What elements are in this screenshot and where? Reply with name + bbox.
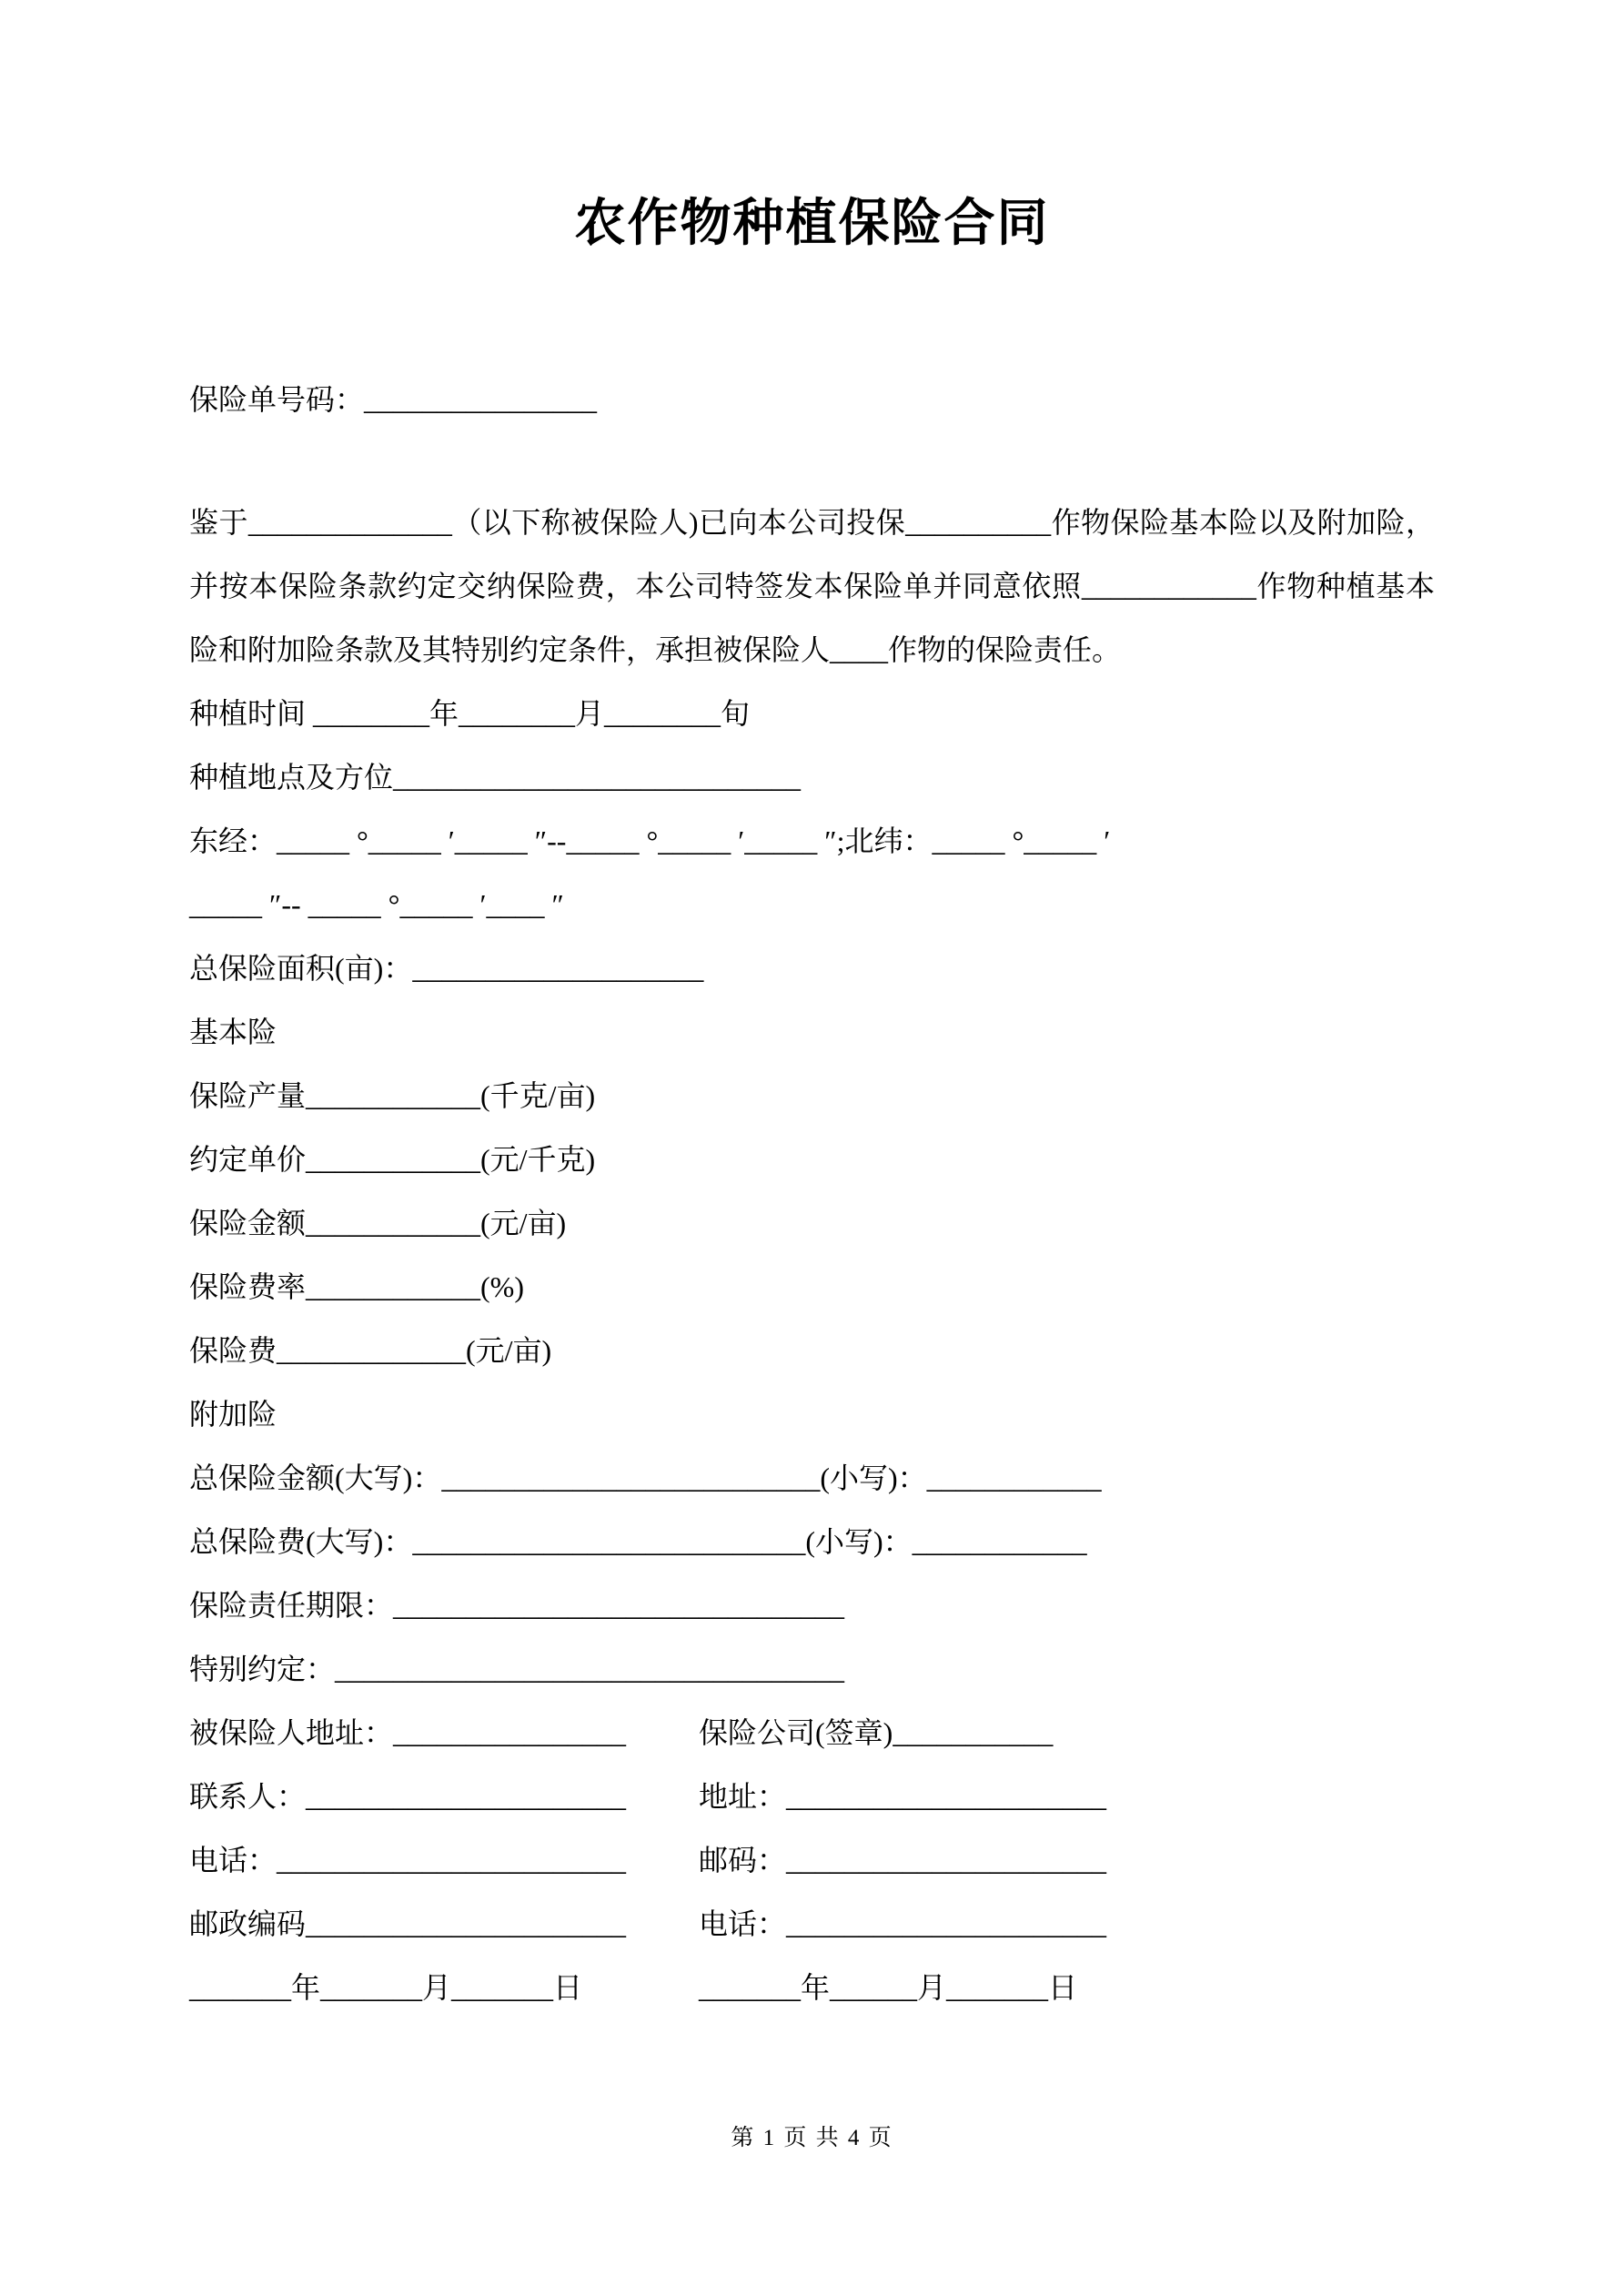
page-number-footer: 第 1 页 共 4 页: [731, 2126, 893, 2150]
insurer-date-field: _______年______月_______日: [699, 1971, 1078, 2004]
premium-rate-line: 保险费率____________(%): [189, 1270, 524, 1303]
contact-person-field: 联系人：______________________: [189, 1780, 627, 1813]
basic-coverage-heading: 基本险: [189, 1016, 277, 1048]
insurer-signature-field: 保险公司(签章)___________: [699, 1716, 1054, 1749]
coordinates-line-2: _____ ″-- _____ °_____ ′____ ″: [189, 888, 564, 921]
phone-postcode-row: [189, 1828, 1435, 1892]
liability-period-line: 保险责任期限：_______________________________: [189, 1589, 845, 1622]
insured-address-field: 被保险人地址：________________: [189, 1716, 627, 1749]
insured-phone-field: 电话：________________________: [189, 1844, 627, 1876]
insurer-address-field: 地址：______________________: [699, 1780, 1107, 1813]
total-premium-line: 总保险费(大写)：___________________________(小写)：____________: [189, 1525, 1087, 1558]
planting-time-line: 种植时间 ________年________月________旬: [189, 697, 751, 730]
intro-paragraph: 鉴于______________（以下称被保险人)已向本公司投保__________作物保险基本险以及附加险，并按本保险条款约定交纳保险费，本公司特签发本保险单并同意依照____________作物种植基本险和附加险条款及其特别约定条件，承担被保险人____作物的保险责任。: [189, 506, 1435, 666]
total-insured-amount-line: 总保险金额(大写)：__________________________(小写)：____________: [189, 1462, 1102, 1494]
insured-yield-line: 保险产量____________(千克/亩): [189, 1079, 596, 1112]
insured-amount-line: 保险金额____________(元/亩): [189, 1207, 567, 1239]
document-title: 农作物种植保险合同: [574, 196, 1050, 252]
premium-line: 保险费_____________(元/亩): [189, 1334, 552, 1367]
insured-date-field: _______年_______月_______日: [189, 1971, 583, 2004]
planting-location-line: 种植地点及方位____________________________: [189, 761, 802, 794]
postal-phone-row: [189, 1892, 1435, 1956]
contact-address-row: [189, 1765, 1435, 1828]
insurer-postcode-field: 邮码：______________________: [699, 1844, 1107, 1876]
policy-number-line: 保险单号码：________________: [189, 383, 598, 416]
insured-postal-code-field: 邮政编码______________________: [189, 1907, 627, 1940]
agreed-unit-price-line: 约定单价____________(元/千克): [189, 1143, 596, 1176]
additional-coverage-heading: 附加险: [189, 1398, 277, 1431]
special-agreement-line: 特别约定：___________________________________: [189, 1653, 845, 1685]
address-signature-row: [189, 1701, 1435, 1765]
total-insured-area-line: 总保险面积(亩)：____________________: [189, 952, 704, 985]
signature-date-row: [189, 1956, 1435, 2019]
insurer-phone-field: 电话：______________________: [699, 1907, 1107, 1940]
coordinates-line-1: 东经：_____ °_____ ′_____ ″--_____ °_____ ′_____ ″;北纬：_____ °_____ ′: [189, 824, 1111, 857]
